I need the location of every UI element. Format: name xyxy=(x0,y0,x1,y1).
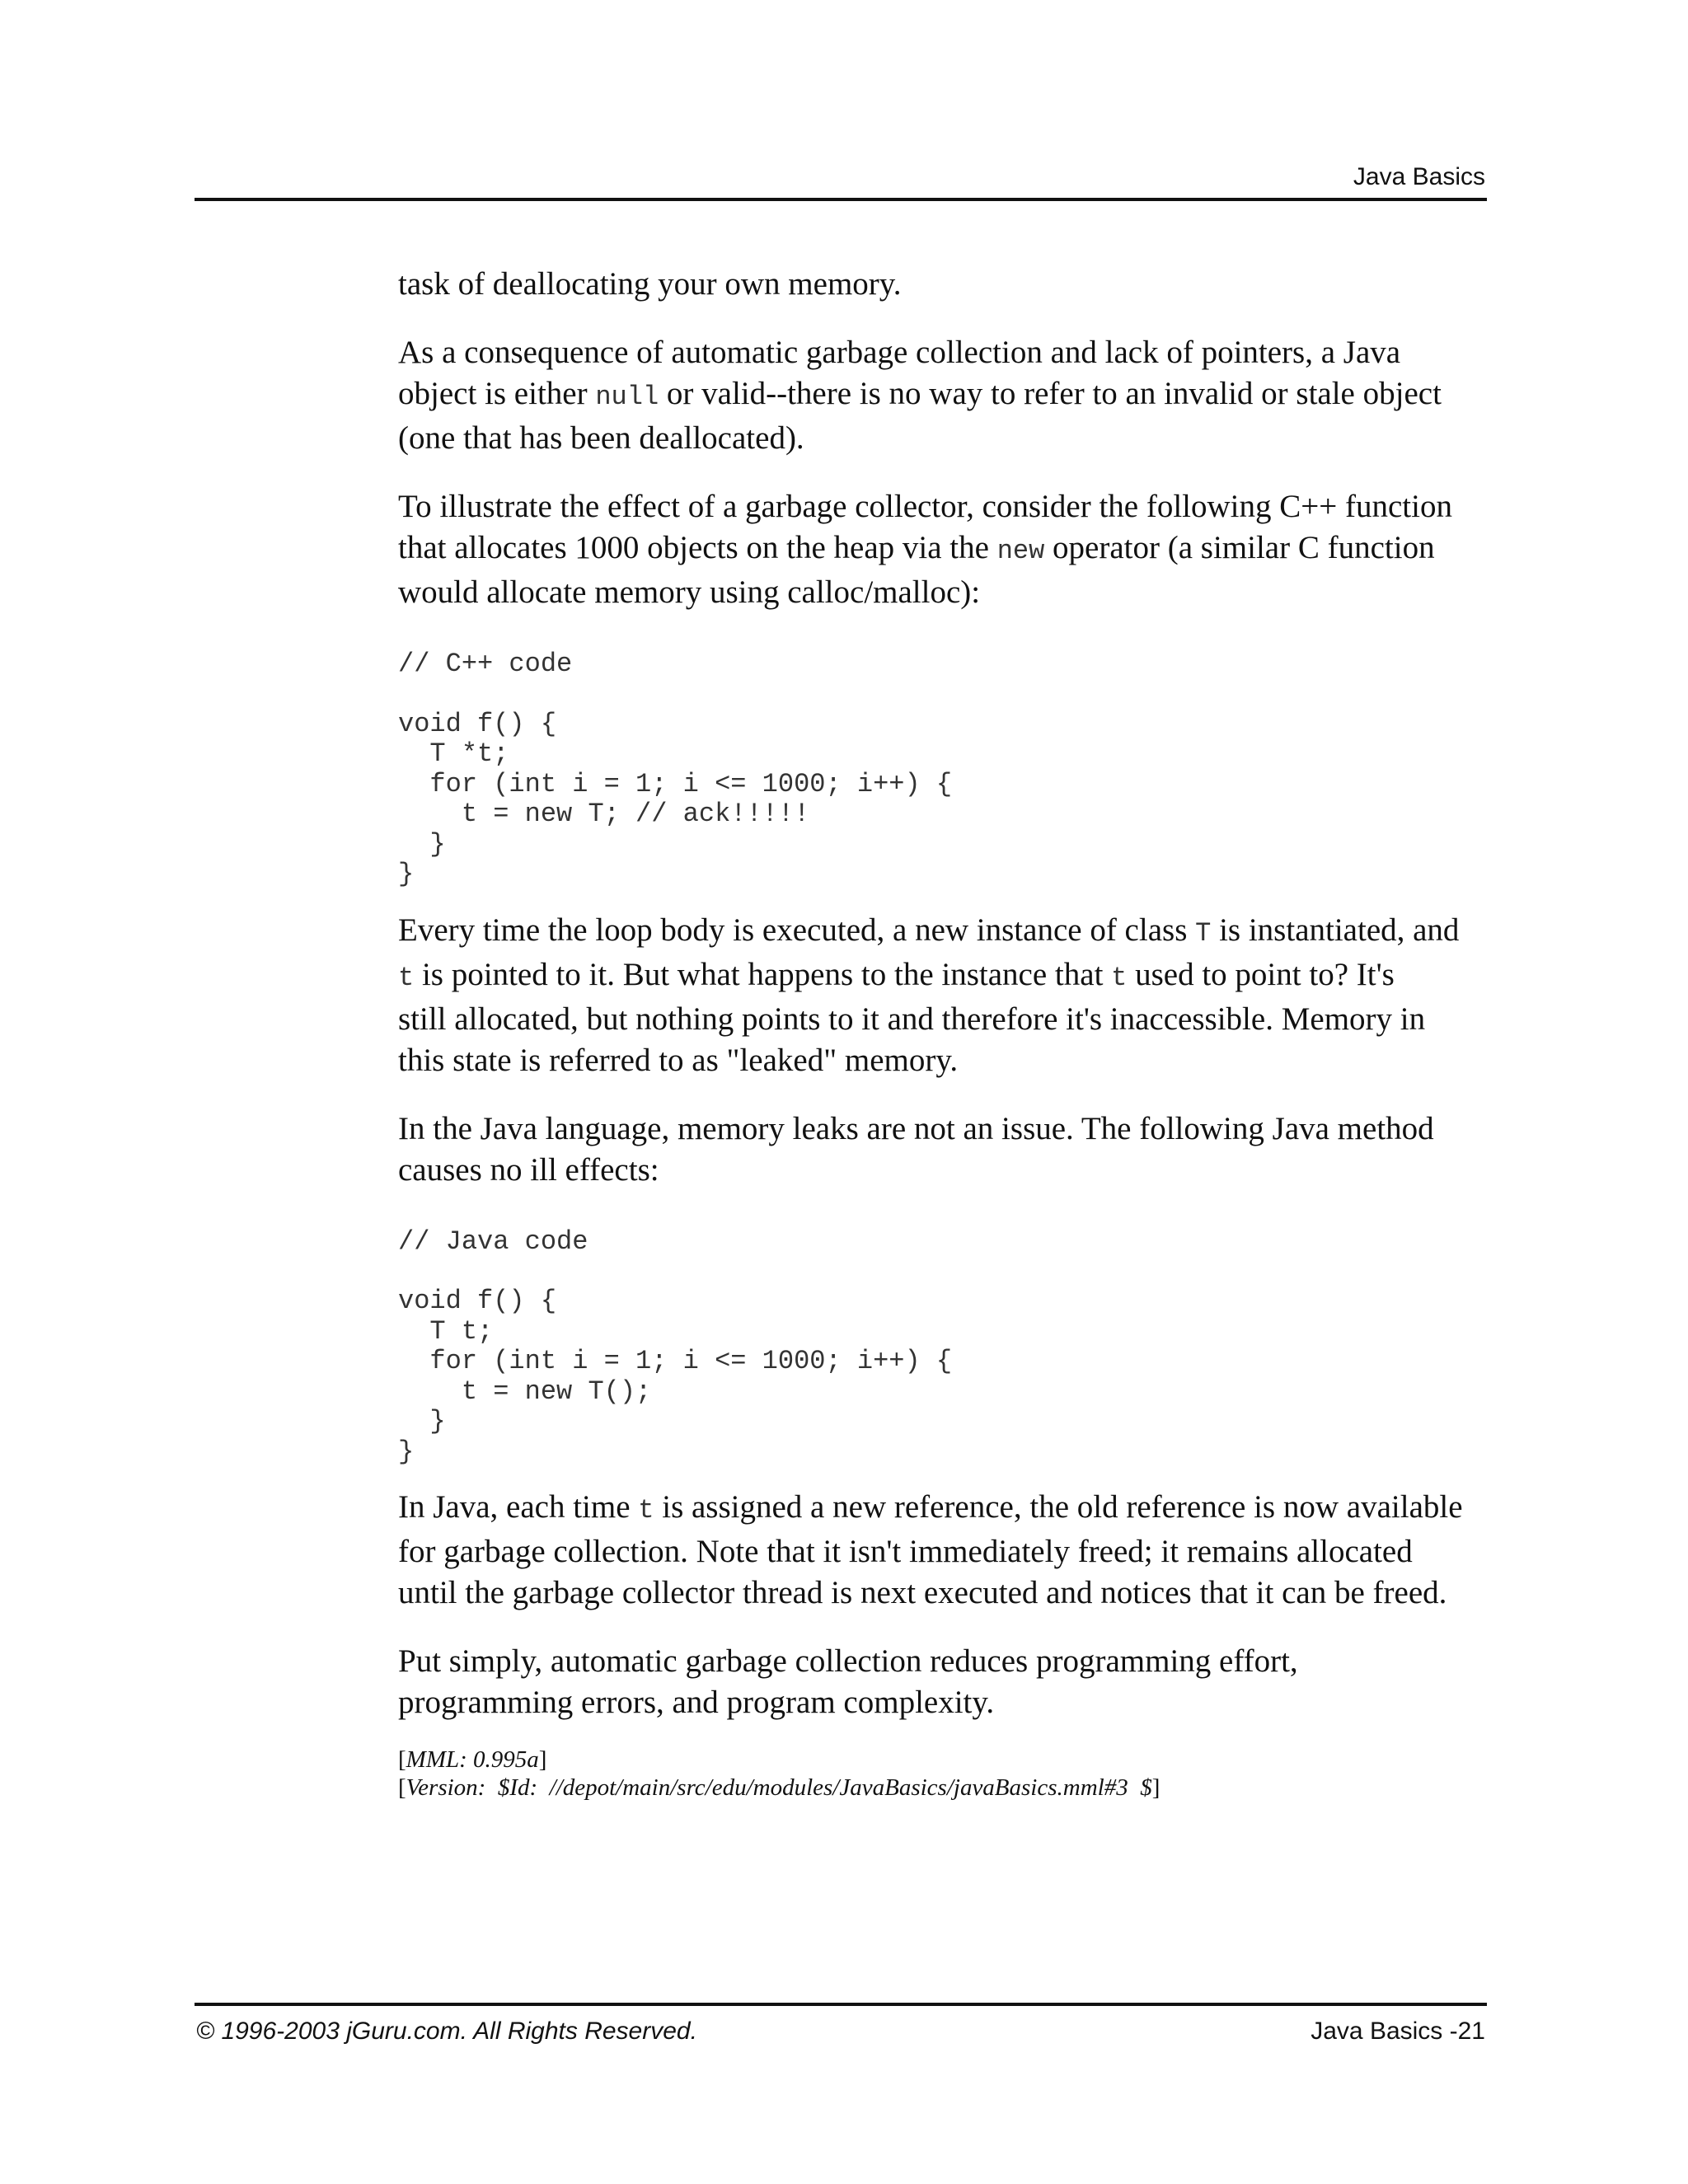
text-line: In the Java language, memory leaks are not an issue. The following Java method xyxy=(398,1110,1434,1146)
code-line: T t; xyxy=(398,1315,494,1347)
header-title: Java Basics xyxy=(1353,163,1485,190)
inline-code-new: new xyxy=(996,536,1045,566)
page-number: Java Basics -21 xyxy=(1311,2018,1485,2045)
text-line: would allocate memory using calloc/malloc): xyxy=(398,574,981,610)
text-line xyxy=(398,910,1494,954)
java-code-block xyxy=(398,1227,1494,1468)
text-segment: that allocates 1000 objects on the heap via the xyxy=(398,530,997,565)
code-line: t = new T; // ack!!!!! xyxy=(398,799,810,829)
source-version-line xyxy=(398,1774,1494,1802)
code-line: t = new T(); xyxy=(398,1376,652,1407)
text-line: causes no ill effects: xyxy=(398,1151,659,1188)
paragraph-7 xyxy=(398,1641,1494,1723)
bracket: ] xyxy=(538,1746,547,1773)
code-line: for (int i = 1; i <= 1000; i++) { xyxy=(398,1346,953,1376)
text-line xyxy=(398,954,1494,999)
code-line: } xyxy=(398,1436,415,1467)
bracket: ] xyxy=(1151,1774,1160,1801)
inline-code-t: t xyxy=(398,962,415,993)
copyright-notice: © 1996-2003 jGuru.com. All Rights Reserved. xyxy=(196,2018,697,2045)
code-line: for (int i = 1; i <= 1000; i++) { xyxy=(398,768,953,799)
code-line: void f() { xyxy=(398,708,557,739)
source-version: Version: $Id: //depot/main/src/edu/modules/JavaBasics/javaBasics.mml#3 $ xyxy=(406,1774,1152,1801)
paragraph-5 xyxy=(398,1108,1494,1191)
text-line: until the garbage collector thread is next executed and notices that it can be freed. xyxy=(398,1575,1447,1610)
text-line: this state is referred to as "leaked" memory. xyxy=(398,1042,959,1078)
text-segment: is instantiated, and xyxy=(1211,912,1460,948)
paragraph-1 xyxy=(398,264,1494,305)
text-segment: used to point to? It's xyxy=(1127,956,1395,992)
text-line: Put simply, automatic garbage collection reduces programming effort, xyxy=(398,1643,1298,1679)
text-line: programming errors, and program complexity. xyxy=(398,1685,995,1720)
code-comment: // Java code xyxy=(398,1226,588,1257)
text-segment: Every time the loop body is executed, a new instance of class xyxy=(398,912,1196,948)
text-segment: In Java, each time xyxy=(398,1489,639,1525)
text-line: As a consequence of automatic garbage collection and lack of pointers, a Java xyxy=(398,335,1401,370)
paragraph-6 xyxy=(398,1487,1494,1614)
text-segment: is assigned a new reference, the old reference is now available xyxy=(654,1489,1463,1525)
page-footer xyxy=(195,2003,1487,2055)
inline-code-null: null xyxy=(595,382,659,412)
page-content xyxy=(398,264,1494,1802)
text-line xyxy=(398,527,1494,572)
text-segment: or valid--there is no way to refer to an invalid or stale object xyxy=(659,376,1442,411)
text-line xyxy=(398,1487,1494,1531)
code-line: T *t; xyxy=(398,738,509,769)
bracket: [ xyxy=(398,1746,406,1773)
mml-version-line xyxy=(398,1746,1494,1774)
mml-version: MML: 0.995a xyxy=(406,1746,539,1773)
inline-code-t: t xyxy=(1111,962,1128,993)
cpp-code-block xyxy=(398,649,1494,890)
inline-code-t: t xyxy=(638,1495,654,1526)
code-line: } xyxy=(398,859,415,889)
text-line: (one that has been deallocated). xyxy=(398,420,804,456)
text-segment: object is either xyxy=(398,376,596,411)
code-line: } xyxy=(398,1406,446,1436)
text-line: for garbage collection. Note that it isn't immediately freed; it remains allocated xyxy=(398,1534,1413,1569)
code-comment: // C++ code xyxy=(398,649,573,679)
text-line xyxy=(398,373,1494,418)
code-line: } xyxy=(398,828,446,860)
text-line: still allocated, but nothing points to it and therefore it's inaccessible. Memory in xyxy=(398,1001,1426,1037)
text-segment: operator (a similar C function xyxy=(1044,530,1435,565)
paragraph-4 xyxy=(398,910,1494,1081)
paragraph-3 xyxy=(398,486,1494,613)
inline-code-T: T xyxy=(1195,917,1212,949)
text-line: task of deallocating your own memory. xyxy=(398,266,902,302)
text-segment: is pointed to it. But what happens to the instance that xyxy=(414,956,1112,992)
code-line: void f() { xyxy=(398,1286,557,1316)
text-line: To illustrate the effect of a garbage collector, consider the following C++ function xyxy=(398,489,1452,524)
paragraph-2 xyxy=(398,332,1494,459)
document-metadata xyxy=(398,1746,1494,1802)
page-header xyxy=(195,162,1487,201)
bracket: [ xyxy=(398,1774,406,1801)
